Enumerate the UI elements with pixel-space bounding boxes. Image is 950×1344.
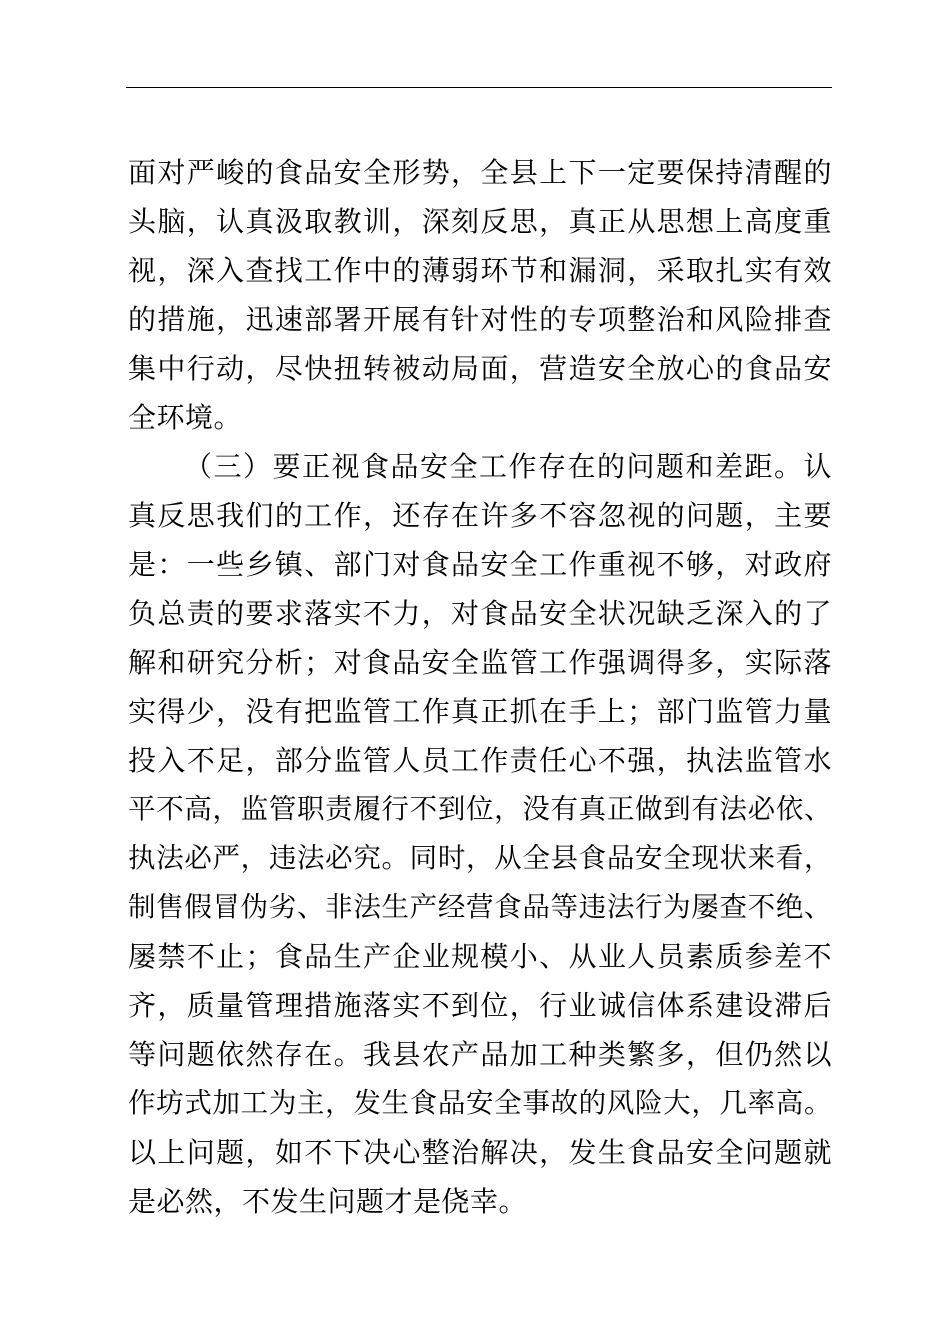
- body-text: [128, 148, 832, 1226]
- text-line: 负总责的要求落实不力，对食品安全状况缺乏深入的了: [128, 597, 832, 630]
- text-line: 全环境。: [128, 401, 243, 434]
- text-line: 头脑，认真汲取教训，深刻反思，真正从思想上高度重: [128, 205, 832, 238]
- text-line: 执法必严，违法必究。同时，从全县食品安全现状来看，: [128, 842, 832, 874]
- section-heading-line: （三）要正视食品安全工作存在的问题和差距。认: [184, 450, 832, 483]
- text-line: 集中行动，尽快扭转被动局面，营造安全放心的食品安: [128, 352, 832, 385]
- text-line: 真反思我们的工作，还存在许多不容忽视的问题，主要: [128, 499, 832, 532]
- text-line: 制售假冒伪劣、非法生产经营食品等违法行为屡查不绝、: [128, 891, 832, 923]
- text-line: 等问题依然存在。我县农产品加工种类繁多，但仍然以: [128, 1038, 832, 1071]
- text-line: 齐，质量管理措施落实不到位，行业诚信体系建设滞后: [128, 989, 832, 1022]
- text-line: 的措施，迅速部署开展有针对性的专项整治和风险排查: [128, 303, 832, 336]
- text-line: 以上问题，如不下决心整治解决，发生食品安全问题就: [128, 1136, 832, 1169]
- text-line: 投入不足，部分监管人员工作责任心不强，执法监管水: [128, 744, 832, 777]
- text-line: 是必然，不发生问题才是侥幸。: [128, 1185, 528, 1218]
- text-line: 面对严峻的食品安全形势，全县上下一定要保持清醒的: [128, 156, 832, 189]
- text-line: 视，深入查找工作中的薄弱环节和漏洞，采取扎实有效: [128, 254, 832, 287]
- text-line: 屡禁不止；食品生产企业规模小、从业人员素质参差不: [128, 940, 832, 973]
- text-line: 平不高，监管职责履行不到位，没有真正做到有法必依、: [128, 793, 832, 825]
- text-line: 实得少，没有把监管工作真正抓在手上；部门监管力量: [128, 695, 832, 728]
- text-line: 是：一些乡镇、部门对食品安全工作重视不够，对政府: [128, 548, 832, 581]
- text-line: 作坊式加工为主，发生食品安全事故的风险大，几率高。: [128, 1087, 832, 1119]
- text-line: 解和研究分析；对食品安全监管工作强调得多，实际落: [128, 646, 832, 679]
- header-rule: [126, 87, 832, 88]
